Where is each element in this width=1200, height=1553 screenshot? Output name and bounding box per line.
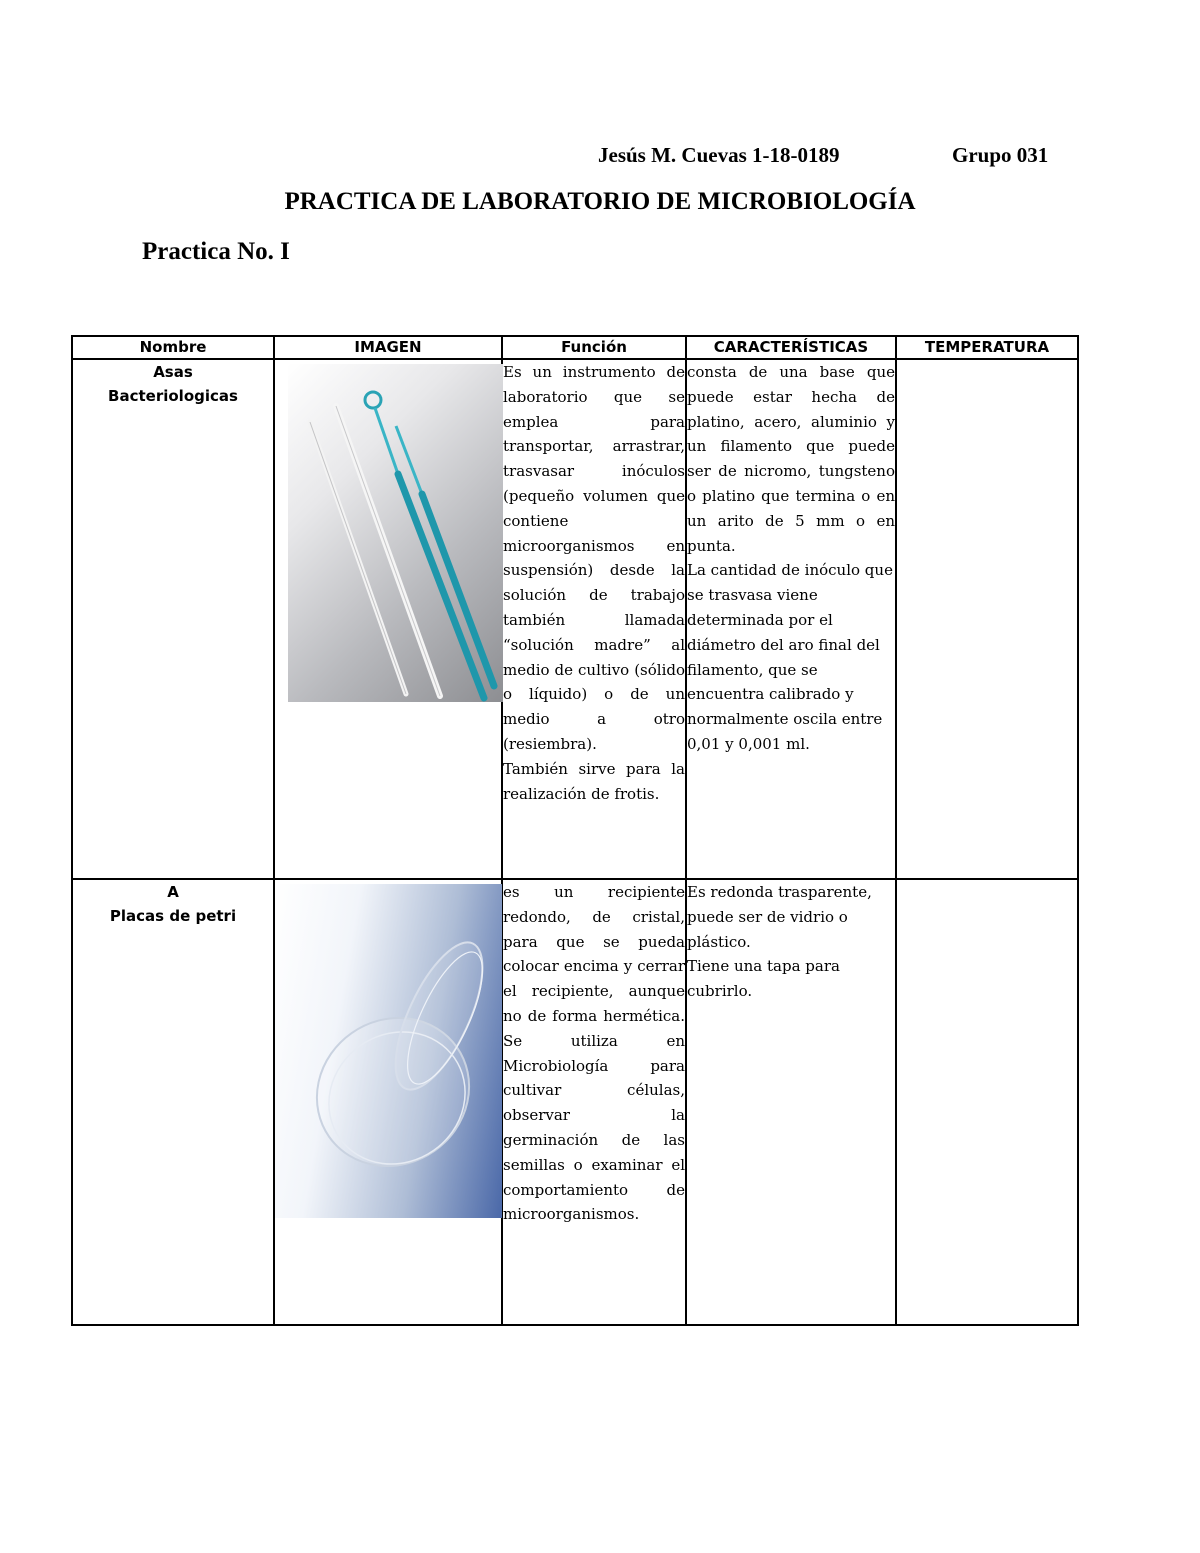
function-paragraph-1: Es un instrumento de laboratorio que se emplea para transportar, arrastrar, trasvasar inóculos (pequeño volumen que contiene microorganismos en suspensión) desde la solución de trabajo también llamada “solución madre” al medio de cultivo (sólido o líquido) o de un medio a otro (resiembra). bbox=[503, 363, 685, 753]
row-characteristics-cell bbox=[686, 359, 896, 879]
row-name-cell bbox=[72, 359, 274, 879]
row-function-cell bbox=[502, 879, 686, 1325]
inoculation-loops-photo bbox=[288, 364, 503, 702]
row-image-cell bbox=[274, 359, 502, 879]
row-name-cell bbox=[72, 879, 274, 1325]
function-paragraph-1: es un recipiente redondo, de cristal, para que se pueda colocar encima y cerrar el recipiente, aunque no de forma hermética. Se utiliza en Microbiología para cultivar células, observar la germinación de las semillas o examinar el comportamiento de microorganismos. bbox=[503, 883, 685, 1224]
table-row bbox=[72, 879, 1078, 1325]
table-row bbox=[72, 359, 1078, 879]
column-header-function: Función bbox=[502, 336, 686, 359]
row-name-line2: Bacteriologicas bbox=[108, 387, 238, 405]
page-title: PRACTICA DE LABORATORIO DE MICROBIOLOGÍA bbox=[284, 188, 916, 215]
table-header-row bbox=[72, 336, 1078, 359]
petri-dish-photo bbox=[275, 884, 502, 1218]
column-header-name: Nombre bbox=[72, 336, 274, 359]
column-header-temperature: TEMPERATURA bbox=[896, 336, 1078, 359]
column-header-image: IMAGEN bbox=[274, 336, 502, 359]
row-name-line2: Placas de petri bbox=[109, 907, 237, 925]
author-line bbox=[598, 143, 1049, 168]
row-name-line1: Asas bbox=[153, 363, 193, 381]
characteristics-paragraph-1: consta de una base que puede estar hecha de platino, acero, aluminio y un filamento que puede ser de nicromo, tungsteno o platino que termina o en un arito de 5 mm o en punta. bbox=[687, 363, 895, 555]
characteristics-paragraph-2: Tiene una tapa para cubrirlo. bbox=[687, 957, 840, 1001]
column-header-characteristics: CARACTERÍSTICAS bbox=[686, 336, 896, 359]
row-characteristics-cell bbox=[686, 879, 896, 1325]
row-temperature-cell bbox=[896, 879, 1078, 1325]
author-name: Jesús M. Cuevas 1-18-0189 bbox=[598, 143, 840, 167]
row-temperature-cell bbox=[896, 359, 1078, 879]
lab-table bbox=[71, 335, 1079, 1326]
characteristics-paragraph-2: La cantidad de inóculo que se trasvasa viene determinada por el diámetro del aro final del filamento, que se encuentra calibrado y normalmente oscila entre 0,01 y 0,001 ml. bbox=[687, 561, 893, 753]
row-function-cell bbox=[502, 359, 686, 879]
group-label: Grupo 031 bbox=[952, 143, 1049, 167]
row-name-line1: A bbox=[167, 883, 179, 901]
row-image-cell bbox=[274, 879, 502, 1325]
characteristics-paragraph-1: Es redonda trasparente, puede ser de vidrio o plástico. bbox=[687, 883, 872, 951]
function-paragraph-2: También sirve para la realización de frotis. bbox=[503, 759, 685, 803]
practice-number: Practica No. I bbox=[142, 238, 290, 265]
